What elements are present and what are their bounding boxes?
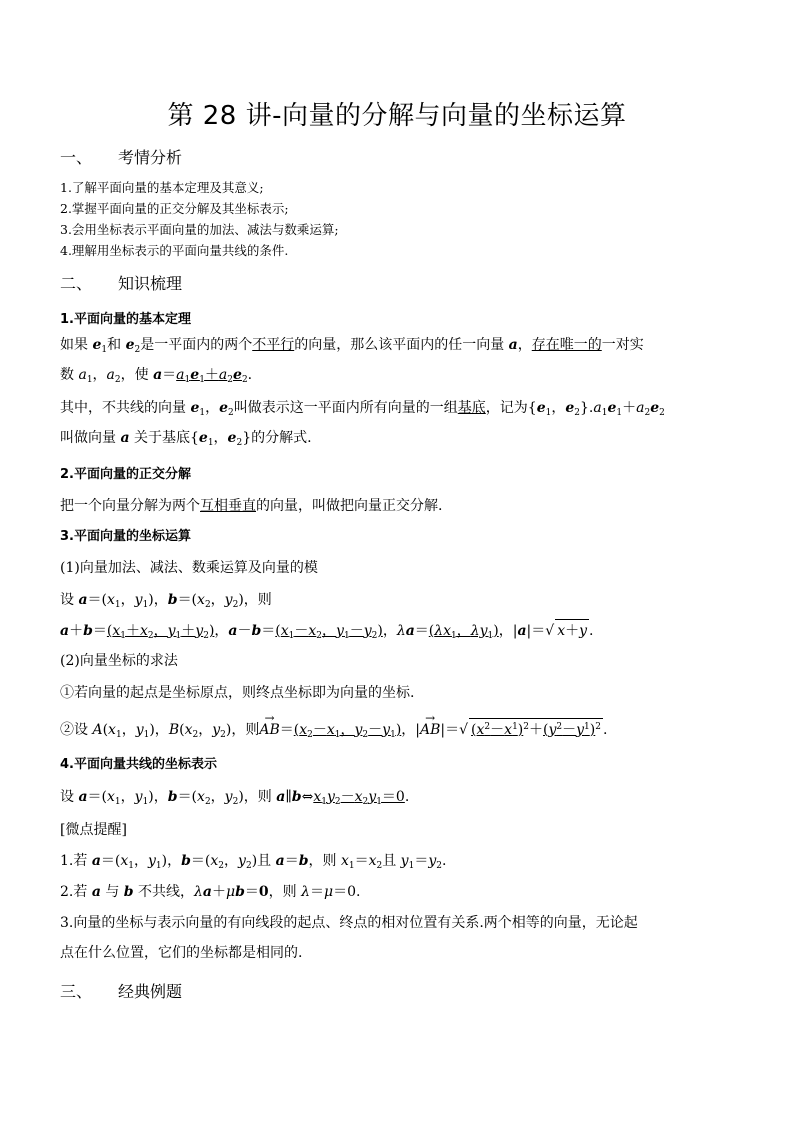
theorem-line: 如果 $e_1$和 $e_2$是一平面内的两个不平行的向量，那么该平面内的任一向量 a，存在唯一的一对实: [60, 337, 644, 355]
theorem-line: 数 $a_1$，$a_2$，使 $a=a_1e_1+a_2e_2$.: [60, 367, 253, 385]
analysis-item: 1.了解平面向量的基本定理及其意义;: [60, 180, 264, 195]
analysis-item: 3.会用坐标表示平面向量的加法、减法与数乘运算;: [60, 222, 339, 237]
topic-heading: 3.平面向量的坐标运算: [60, 529, 191, 544]
section-title: 知识梳理: [118, 274, 183, 293]
section-number: 三、: [60, 982, 93, 1001]
tips-heading: [微点提醒]: [60, 822, 127, 838]
tip-item: 1.若 $a=(x_1$，$y_1$)，$b=(x_2$，$y_2$)且 a＝b，则 $x_1=x_2$且 $y_1=y_2$.: [60, 853, 447, 871]
tip-item: 2.若 a 与 b 不共线，λa＋μb＝0，则 λ＝μ＝0.: [60, 884, 361, 900]
formula-line: ①若向量的起点是坐标原点，则终点坐标即为向量的坐标.: [60, 685, 415, 701]
section-title: 考情分析: [118, 148, 183, 167]
decomposition-line: 把一个向量分解为两个互相垂直的向量，叫做把向量正交分解.: [60, 498, 443, 514]
theorem-line: 叫做向量 a 关于基底{$e_1$，$e_2$}的分解式.: [60, 430, 312, 448]
formula-line: 设 $a=(x_1$，$y_1$)，$b=(x_2$，$y_2$)，则: [60, 592, 272, 610]
section-heading-analysis: [60, 146, 182, 170]
tip-item: 点在什么位置，它们的坐标都是相同的.: [60, 945, 303, 961]
topic-heading: 4.平面向量共线的坐标表示: [60, 757, 217, 772]
subheading: (2)向量坐标的求法: [60, 653, 178, 669]
topic-heading: 1.平面向量的基本定理: [60, 312, 191, 327]
topic-heading: 2.平面向量的正交分解: [60, 467, 191, 482]
section-title: 经典例题: [118, 982, 183, 1001]
theorem-line: 其中，不共线的向量 $e_1$，$e_2$叫做表示这一平面内所有向量的一组基底，记为{$e_1$，$e_2\}.a_1e_1+a_2e_2$: [60, 400, 665, 418]
tip-item: 3.向量的坐标与表示向量的有向线段的起点、终点的相对位置有关系.两个相等的向量，无论起: [60, 915, 638, 931]
section-number: 一、: [60, 148, 93, 167]
subheading: (1)向量加法、减法、数乘运算及向量的模: [60, 560, 318, 576]
analysis-item: 4.理解用坐标表示的平面向量共线的条件.: [60, 243, 289, 258]
page-title: 第 28 讲-向量的分解与向量的坐标运算: [167, 101, 627, 131]
formula-line: 设 $a=(x_1$，$y_1$)，$b=(x_2$，$y_2$)，则 $a\parallel b\Leftrightarrow x_1y_2-x_2y_1=0$.: [60, 789, 410, 807]
section-heading-examples: [60, 980, 182, 1004]
section-number: 二、: [60, 274, 93, 293]
formula-line: $a+b=(x_1+x_2$，$y_1+y_2$)，$a-b=(x_1-x_2$，$y_1-y_2$)，$\lambda a=(\lambda x_1$，$\lambda y_1$)，|a|＝√ x＋y .: [60, 619, 740, 642]
formula-line: ②设 $A(x_1$，$y_1$)，$B(x_2$，$y_2$)，则→ $AB=(x_2-x_1$，$y_2-y_1$)，|→ AB|＝√ $(x^2-x^1)^2+(y^2-y^1)^2$ .: [60, 718, 740, 741]
section-heading-knowledge: [60, 272, 182, 296]
analysis-item: 2.掌握平面向量的正交分解及其坐标表示;: [60, 201, 289, 216]
